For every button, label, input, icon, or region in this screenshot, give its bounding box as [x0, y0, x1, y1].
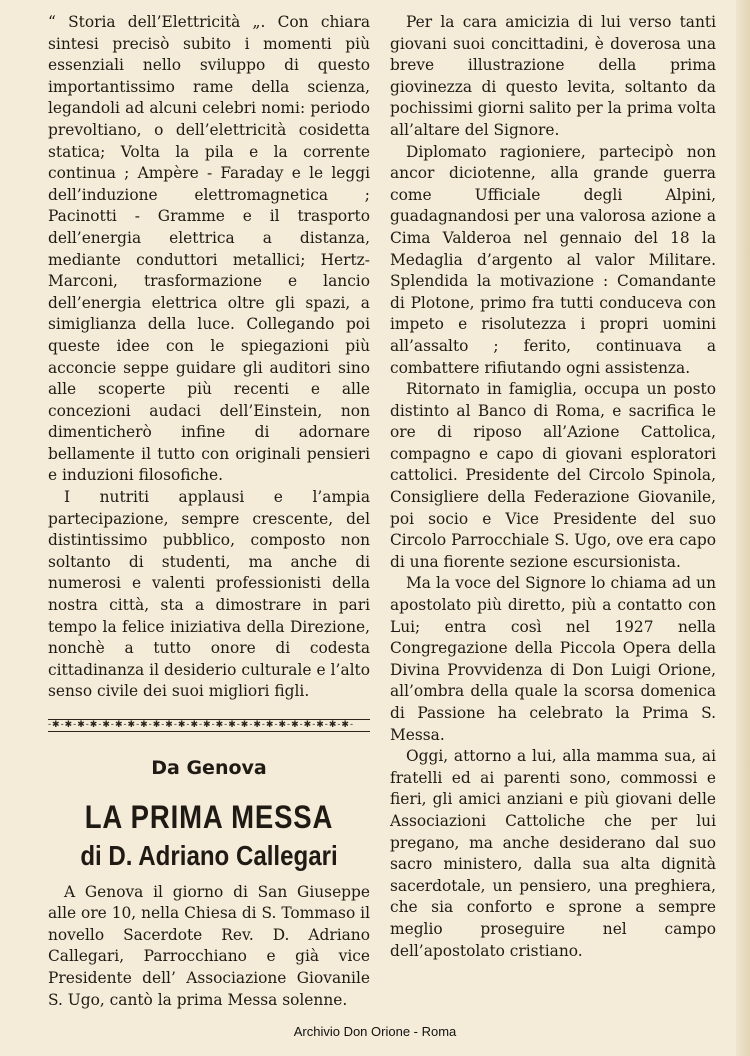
- left-column: [48, 12, 370, 1011]
- article-paragraph: A Genova il giorno di San Giuseppe alle ore 10, nella Chiesa di S. Tommaso il novello Sacerdote Rev. D. Adriano Callegari, Parrocchiano e già vice Presidente dell’ Associazione Giovanile S. Ugo, cantò la prima Messa solenne.: [48, 882, 370, 1009]
- body-paragraph: “ Storia dell’Elettricità „. Con chiara sintesi precisò subito i momenti più essenziali nello sviluppo di questo importantissimo rame della scienza, legandoli ad alcuni celebri nomi: periodo prevoltiano, o dell’elettricità cosidetta statica; Volta la pila e la corrente continua ; Ampère - Faraday e le leggi dell’induzione elettromagnetica ; Pacinotti - Gramme e il trasporto dell’energia elettrica a distanza, mediante conduttori metallici; Hertz-Marconi, trasformazione e lancio dell’energia elettrica oltre gli spazi, a simiglianza della luce. Collegando poi queste idee con le spiegazioni più acconcie seppe guidare gli auditori sino alle scoperte più recenti e alle concezioni audaci dell’Einstein, non dimenticherò infine di adornare bellamente il tutto con originali pensieri e induzioni filosofiche.: [48, 13, 370, 485]
- body-paragraph: Ritornato in famiglia, occupa un posto distinto al Banco di Roma, e sacrifica le ore di riposo all’Azione Cattolica, compagno e capo di giovani esploratori cattolici. Presidente del Circolo Spinola, Consigliere della Federazione Giovanile, poi socio e Vice Presidente del suo Circolo Parrocchiale S. Ugo, ove era capo di una fiorente sezione escursionista.: [390, 380, 716, 571]
- ornamental-divider: -✱-✱-✱-✱-✱-✱-✱-✱-✱-✱-✱-✱-✱-✱-✱-✱-✱-✱-✱-✱-✱-✱-✱-✱-: [48, 719, 370, 732]
- body-paragraph: I nutriti applausi e l’ampia partecipazione, sempre crescente, del distintissimo pubblico, composto non soltanto di studenti, ma anche di numerosi e valenti professionisti della nostra città, sta a dimostrare in pari tempo la felice iniziativa della Direzione, nonchè a tutto onore di codesta cittadinanza il desiderio culturale e l’alto senso civile dei suoi migliori figli.: [48, 488, 370, 701]
- archive-footer: Archivio Don Orione - Roma: [293, 1024, 457, 1039]
- page-edge: [736, 0, 750, 1056]
- right-column: [390, 12, 716, 962]
- body-paragraph: Oggi, attorno a lui, alla mamma sua, ai fratelli ed ai parenti sono, commossi e fieri, gli amici anziani e più giovani delle Associazioni Cattoliche che per lui pregano, ma anche desiderano dal suo sacro ministero, dalla sua alta dignità sacerdotale, un pensiero, una preghiera, che sia conforto e sprone a sempre meglio proseguire nel campo dell’apostolato cristiano.: [390, 747, 716, 960]
- article-headline: LA PRIMA MESSA: [84, 798, 334, 835]
- article-subheadline: di D. Adriano Callegari: [80, 839, 338, 871]
- body-paragraph: Diplomato ragioniere, partecipò non ancor diciotenne, alla grande guerra come Ufficiale degli Alpini, guadagnandosi per una valorosa azione a Cima Valderoa nel gennaio del 18 la Medaglia d’argento al valor Militare. Splendida la motivazione : Comandante di Plotone, primo fra tutti conduceva con impeto e risolutezza i propri uomini all’assalto ; ferito, continuava a combattere rifiutando ogni assistenza.: [390, 142, 716, 377]
- section-label: Da Genova: [151, 757, 267, 779]
- body-paragraph: Ma la voce del Signore lo chiama ad un apostolato più diretto, più a contatto con Lui; entra così nel 1927 nella Congregazione della Piccola Opera della Divina Provvidenza di Don Luigi Orione, all’ombra della quale la scorsa domenica di Passione ha celebrato la Prima S. Messa.: [390, 574, 716, 744]
- body-paragraph: Per la cara amicizia di lui verso tanti giovani suoi concittadini, è doverosa una breve illustrazione della prima giovinezza di questo levita, soltanto da pochissimi giorni salito per la prima volta all’altare del Signore.: [390, 13, 716, 139]
